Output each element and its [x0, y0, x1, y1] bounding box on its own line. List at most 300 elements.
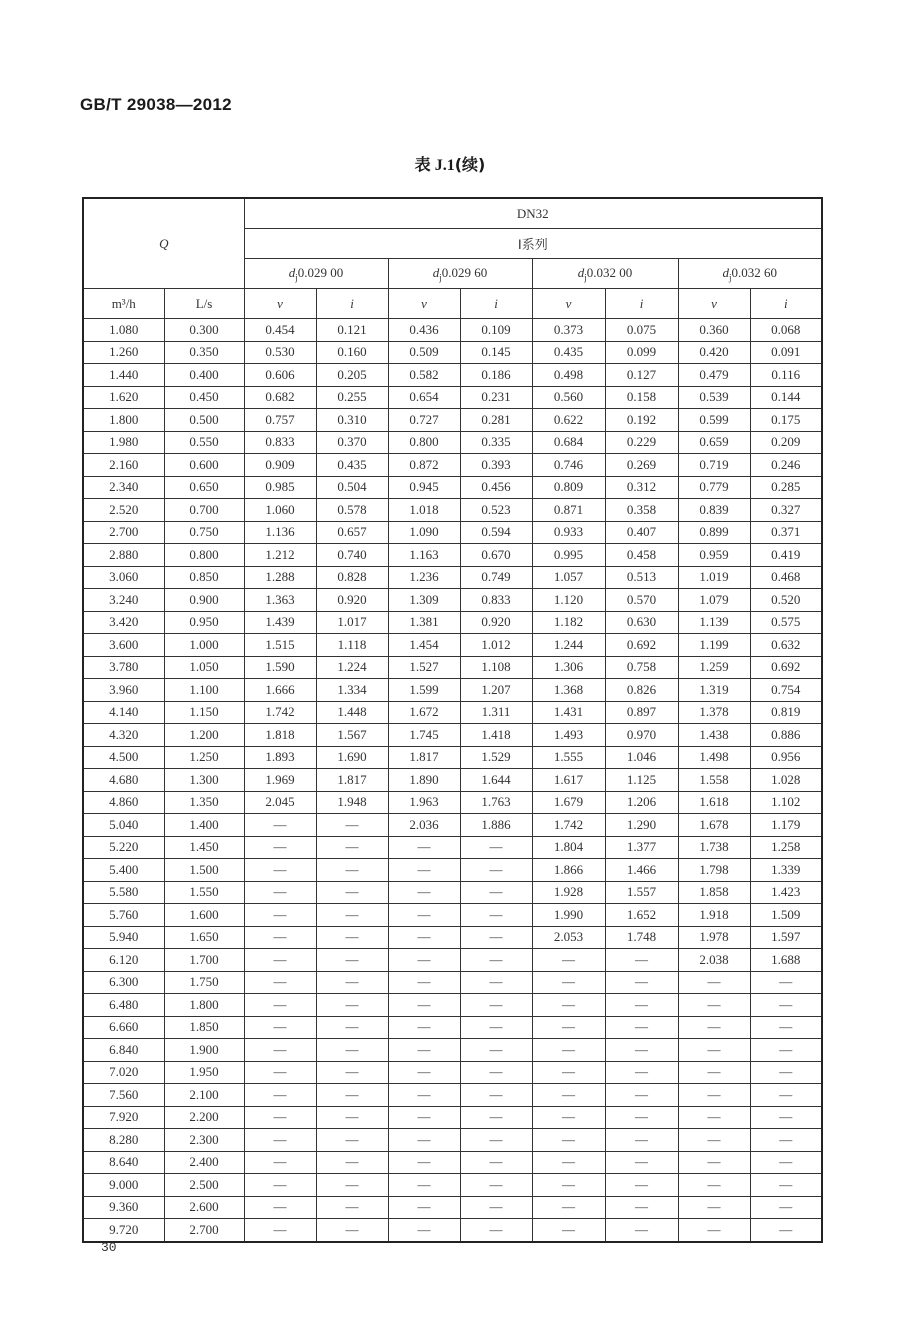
diameter-subscript: j	[439, 272, 442, 283]
table-cell: —	[244, 814, 316, 837]
table-cell: —	[750, 1174, 822, 1197]
table-cell: 0.145	[460, 341, 532, 364]
table-cell: —	[678, 1016, 750, 1039]
table-cell: —	[750, 994, 822, 1017]
table-cell: —	[750, 971, 822, 994]
table-cell: 0.158	[605, 386, 678, 409]
table-cell: —	[605, 1039, 678, 1062]
table-row	[83, 1151, 822, 1174]
table-cell: 0.192	[605, 409, 678, 432]
table-cell: 1.260	[83, 341, 164, 364]
table-cell: 0.246	[750, 454, 822, 477]
diameter-header	[244, 259, 388, 289]
table-cell: —	[460, 949, 532, 972]
table-cell: —	[460, 1039, 532, 1062]
table-cell: —	[460, 1084, 532, 1107]
table-cell: —	[460, 904, 532, 927]
table-cell: 1.690	[316, 746, 388, 769]
table-cell: —	[605, 994, 678, 1017]
table-cell: 1.738	[678, 836, 750, 859]
table-cell: —	[316, 881, 388, 904]
table-cell: 1.742	[244, 701, 316, 724]
table-cell: —	[678, 1106, 750, 1129]
table-cell: 1.334	[316, 679, 388, 702]
diameter-subscript: j	[295, 272, 298, 283]
table-cell: 1.150	[164, 701, 244, 724]
table-cell: 1.224	[316, 656, 388, 679]
table-cell: 1.125	[605, 769, 678, 792]
table-cell: 0.127	[605, 364, 678, 387]
table-row	[83, 1219, 822, 1242]
table-cell: 0.099	[605, 341, 678, 364]
table-cell: 1.207	[460, 679, 532, 702]
table-cell: 0.600	[164, 454, 244, 477]
table-cell: 0.956	[750, 746, 822, 769]
table-cell: 1.672	[388, 701, 460, 724]
table-cell: 1.288	[244, 566, 316, 589]
table-cell: 1.600	[164, 904, 244, 927]
table-cell: 9.720	[83, 1219, 164, 1242]
table-cell: 1.890	[388, 769, 460, 792]
table-cell: —	[244, 1196, 316, 1219]
table-cell: 1.700	[164, 949, 244, 972]
table-cell: 1.800	[83, 409, 164, 432]
diameter-symbol: d	[432, 264, 440, 280]
table-cell: 0.933	[532, 521, 605, 544]
table-cell: 1.440	[83, 364, 164, 387]
table-cell: 1.850	[164, 1016, 244, 1039]
table-cell: —	[388, 1151, 460, 1174]
table-row	[83, 926, 822, 949]
table-cell: —	[532, 994, 605, 1017]
table-cell: 5.940	[83, 926, 164, 949]
table-cell: 1.644	[460, 769, 532, 792]
table-cell: 0.692	[750, 656, 822, 679]
table-cell: 1.980	[83, 431, 164, 454]
table-cell: —	[388, 949, 460, 972]
table-cell: 4.680	[83, 769, 164, 792]
table-cell: 1.418	[460, 724, 532, 747]
table-cell: 2.038	[678, 949, 750, 972]
diameter-header	[532, 259, 678, 289]
table-cell: 1.866	[532, 859, 605, 882]
table-cell: 0.650	[164, 476, 244, 499]
table-cell: —	[750, 1219, 822, 1242]
diameter-symbol: d	[722, 264, 730, 280]
table-cell: 1.529	[460, 746, 532, 769]
table-cell: 2.053	[532, 926, 605, 949]
table-cell: —	[460, 971, 532, 994]
table-cell: 0.809	[532, 476, 605, 499]
table-cell: —	[605, 971, 678, 994]
table-cell: —	[532, 1219, 605, 1242]
table-cell: 1.818	[244, 724, 316, 747]
table-cell: —	[388, 859, 460, 882]
table-cell: 0.523	[460, 499, 532, 522]
table-cell: 1.886	[460, 814, 532, 837]
table-cell: —	[605, 1016, 678, 1039]
table-cell: 0.327	[750, 499, 822, 522]
table-cell: —	[316, 1016, 388, 1039]
unit-header-m3h: m³/h	[83, 289, 164, 319]
table-row	[83, 544, 822, 567]
table-cell: 0.800	[388, 431, 460, 454]
table-cell: —	[316, 859, 388, 882]
table-cell: —	[316, 1039, 388, 1062]
table-cell: 1.498	[678, 746, 750, 769]
table-cell: 0.920	[460, 611, 532, 634]
table-cell: 1.800	[164, 994, 244, 1017]
table-cell: 0.800	[164, 544, 244, 567]
diameter-value: 0.029 60	[441, 264, 488, 280]
table-cell: 0.754	[750, 679, 822, 702]
table-cell: —	[460, 881, 532, 904]
table-cell: 1.290	[605, 814, 678, 837]
table-cell: 0.231	[460, 386, 532, 409]
table-cell: 1.259	[678, 656, 750, 679]
table-cell: 1.969	[244, 769, 316, 792]
table-cell: —	[460, 926, 532, 949]
table-row	[83, 611, 822, 634]
table-cell: —	[532, 1129, 605, 1152]
table-cell: —	[532, 1174, 605, 1197]
table-cell: 0.985	[244, 476, 316, 499]
table-cell: —	[388, 1016, 460, 1039]
table-cell: 0.727	[388, 409, 460, 432]
table-cell: 4.860	[83, 791, 164, 814]
table-title-prefix: 表	[414, 155, 431, 174]
table-cell: —	[388, 1129, 460, 1152]
table-cell: —	[460, 1219, 532, 1242]
table-cell: —	[388, 1219, 460, 1242]
table-cell: 0.833	[244, 431, 316, 454]
table-cell: —	[750, 1129, 822, 1152]
table-cell: 1.550	[164, 881, 244, 904]
table-cell: 4.320	[83, 724, 164, 747]
table-cell: —	[460, 1151, 532, 1174]
table-cell: —	[750, 1151, 822, 1174]
table-cell: 0.657	[316, 521, 388, 544]
table-cell: —	[605, 1151, 678, 1174]
table-cell: —	[244, 1084, 316, 1107]
table-cell: —	[388, 1084, 460, 1107]
table-cell: 0.350	[164, 341, 244, 364]
table-cell: —	[388, 1039, 460, 1062]
table-cell: 1.750	[164, 971, 244, 994]
table-cell: 0.659	[678, 431, 750, 454]
table-row	[83, 476, 822, 499]
table-cell: 1.928	[532, 881, 605, 904]
table-cell: 0.407	[605, 521, 678, 544]
table-cell: —	[244, 904, 316, 927]
table-row	[83, 431, 822, 454]
table-cell: 0.310	[316, 409, 388, 432]
table-cell: 0.504	[316, 476, 388, 499]
table-cell: 1.858	[678, 881, 750, 904]
unit-header-velocity: v	[678, 289, 750, 319]
table-cell: 7.560	[83, 1084, 164, 1107]
table-cell: 1.590	[244, 656, 316, 679]
table-cell: 0.606	[244, 364, 316, 387]
table-row	[83, 701, 822, 724]
table-cell: 2.520	[83, 499, 164, 522]
table-cell: 0.420	[678, 341, 750, 364]
table-cell: 1.300	[164, 769, 244, 792]
table-cell: —	[460, 1106, 532, 1129]
table-cell: 2.100	[164, 1084, 244, 1107]
table-cell: 1.363	[244, 589, 316, 612]
table-cell: 1.688	[750, 949, 822, 972]
table-row	[83, 724, 822, 747]
table-cell: —	[532, 1039, 605, 1062]
table-cell: 0.950	[164, 611, 244, 634]
table-cell: —	[316, 1196, 388, 1219]
table-cell: 0.740	[316, 544, 388, 567]
table-cell: —	[388, 881, 460, 904]
q-header: Q	[83, 198, 244, 289]
table-cell: 2.600	[164, 1196, 244, 1219]
table-cell: —	[388, 1106, 460, 1129]
table-cell: —	[750, 1061, 822, 1084]
table-cell: 5.400	[83, 859, 164, 882]
table-cell: —	[244, 1174, 316, 1197]
table-cell: 1.309	[388, 589, 460, 612]
table-cell: 3.420	[83, 611, 164, 634]
table-cell: 1.163	[388, 544, 460, 567]
table-cell: —	[316, 1219, 388, 1242]
table-title-suffix: (续)	[454, 155, 486, 174]
table-cell: 1.900	[164, 1039, 244, 1062]
table-cell: —	[605, 1129, 678, 1152]
table-cell: 1.199	[678, 634, 750, 657]
table-cell: 0.312	[605, 476, 678, 499]
table-cell: 2.160	[83, 454, 164, 477]
table-cell: 1.652	[605, 904, 678, 927]
table-cell: 4.500	[83, 746, 164, 769]
table-cell: 0.400	[164, 364, 244, 387]
table-cell: 0.285	[750, 476, 822, 499]
table-cell: 0.393	[460, 454, 532, 477]
table-cell: 2.340	[83, 476, 164, 499]
table-cell: 1.817	[388, 746, 460, 769]
table-row	[83, 836, 822, 859]
table-cell: 0.435	[532, 341, 605, 364]
table-cell: —	[678, 1219, 750, 1242]
table-cell: 1.368	[532, 679, 605, 702]
table-cell: 3.600	[83, 634, 164, 657]
table-cell: 2.200	[164, 1106, 244, 1129]
table-cell: —	[678, 1061, 750, 1084]
table-cell: 0.826	[605, 679, 678, 702]
table-cell: 6.840	[83, 1039, 164, 1062]
table-cell: 6.120	[83, 949, 164, 972]
diameter-symbol: d	[288, 264, 296, 280]
table-cell: —	[244, 949, 316, 972]
table-cell: —	[605, 1219, 678, 1242]
table-cell: —	[678, 1129, 750, 1152]
table-cell: 5.580	[83, 881, 164, 904]
table-row	[83, 1174, 822, 1197]
table-cell: 1.679	[532, 791, 605, 814]
table-cell: 1.090	[388, 521, 460, 544]
table-cell: 0.779	[678, 476, 750, 499]
table-cell: 1.431	[532, 701, 605, 724]
table-cell: 0.300	[164, 319, 244, 342]
table-row	[83, 994, 822, 1017]
table-cell: 0.500	[164, 409, 244, 432]
table-cell: 0.205	[316, 364, 388, 387]
table-cell: —	[244, 881, 316, 904]
table-cell: —	[388, 994, 460, 1017]
table-cell: —	[316, 904, 388, 927]
table-cell: 3.780	[83, 656, 164, 679]
table-cell: 1.182	[532, 611, 605, 634]
table-cell: 0.419	[750, 544, 822, 567]
table-cell: 9.000	[83, 1174, 164, 1197]
table-row	[83, 341, 822, 364]
table-cell: —	[532, 949, 605, 972]
table-cell: 1.804	[532, 836, 605, 859]
table-cell: —	[532, 1061, 605, 1084]
table-cell: 0.945	[388, 476, 460, 499]
table-cell: 1.448	[316, 701, 388, 724]
table-cell: 0.269	[605, 454, 678, 477]
table-cell: —	[532, 1196, 605, 1219]
table-cell: 4.140	[83, 701, 164, 724]
diameter-symbol: d	[577, 264, 585, 280]
table-cell: 1.120	[532, 589, 605, 612]
table-cell: 1.028	[750, 769, 822, 792]
page-number: 30	[101, 1240, 117, 1255]
table-cell: 1.244	[532, 634, 605, 657]
table-cell: 1.339	[750, 859, 822, 882]
table-cell: 1.350	[164, 791, 244, 814]
unit-header-gradient: i	[316, 289, 388, 319]
table-cell: 1.118	[316, 634, 388, 657]
table-cell: —	[388, 971, 460, 994]
unit-header-velocity: v	[388, 289, 460, 319]
table-row	[83, 499, 822, 522]
table-cell: 1.599	[388, 679, 460, 702]
table-cell: 1.950	[164, 1061, 244, 1084]
table-cell: 1.012	[460, 634, 532, 657]
unit-header-gradient: i	[750, 289, 822, 319]
table-cell: 0.358	[605, 499, 678, 522]
table-cell: —	[678, 971, 750, 994]
table-cell: 3.240	[83, 589, 164, 612]
unit-header-gradient: i	[605, 289, 678, 319]
table-cell: 0.582	[388, 364, 460, 387]
table-cell: 1.450	[164, 836, 244, 859]
table-cell: 0.850	[164, 566, 244, 589]
table-cell: 0.684	[532, 431, 605, 454]
table-cell: 1.017	[316, 611, 388, 634]
table-row	[83, 1196, 822, 1219]
table-cell: 0.909	[244, 454, 316, 477]
table-row	[83, 746, 822, 769]
table-cell: 1.509	[750, 904, 822, 927]
table-cell: —	[605, 1174, 678, 1197]
table-cell: 0.900	[164, 589, 244, 612]
table-row	[83, 521, 822, 544]
table-cell: 0.539	[678, 386, 750, 409]
table-cell: 0.068	[750, 319, 822, 342]
table-cell: —	[316, 1106, 388, 1129]
table-cell: 0.828	[316, 566, 388, 589]
table-cell: —	[244, 1129, 316, 1152]
table-cell: 2.300	[164, 1129, 244, 1152]
diameter-value: 0.029 00	[297, 264, 344, 280]
table-cell: —	[678, 1196, 750, 1219]
table-cell: 0.550	[164, 431, 244, 454]
table-cell: 2.500	[164, 1174, 244, 1197]
table-cell: 0.456	[460, 476, 532, 499]
table-cell: 3.060	[83, 566, 164, 589]
table-cell: 8.640	[83, 1151, 164, 1174]
table-row	[83, 904, 822, 927]
table-cell: 1.650	[164, 926, 244, 949]
table-row	[83, 454, 822, 477]
table-cell: 0.578	[316, 499, 388, 522]
table-row	[83, 386, 822, 409]
unit-header-ls: L/s	[164, 289, 244, 319]
table-cell: —	[460, 1129, 532, 1152]
table-row	[83, 859, 822, 882]
table-cell: —	[750, 1039, 822, 1062]
table-cell: 1.250	[164, 746, 244, 769]
table-cell: 0.839	[678, 499, 750, 522]
table-cell: 1.136	[244, 521, 316, 544]
table-cell: —	[460, 994, 532, 1017]
table-cell: 2.400	[164, 1151, 244, 1174]
table-cell: 1.500	[164, 859, 244, 882]
table-cell: 7.920	[83, 1106, 164, 1129]
table-cell: 1.948	[316, 791, 388, 814]
table-cell: 0.509	[388, 341, 460, 364]
table-cell: 1.060	[244, 499, 316, 522]
table-cell: 1.557	[605, 881, 678, 904]
table-cell: —	[532, 971, 605, 994]
table-cell: 2.700	[83, 521, 164, 544]
unit-header-gradient: i	[460, 289, 532, 319]
table-row	[83, 589, 822, 612]
table-cell: 0.255	[316, 386, 388, 409]
table-cell: 1.893	[244, 746, 316, 769]
table-cell: 1.466	[605, 859, 678, 882]
table-cell: 8.280	[83, 1129, 164, 1152]
table-cell: 1.678	[678, 814, 750, 837]
table-cell: 0.594	[460, 521, 532, 544]
table-cell: 0.630	[605, 611, 678, 634]
table-cell: 0.632	[750, 634, 822, 657]
table-cell: 0.560	[532, 386, 605, 409]
table-cell: 0.899	[678, 521, 750, 544]
table-cell: 0.281	[460, 409, 532, 432]
table-row	[83, 1106, 822, 1129]
diameter-subscript: j	[584, 272, 587, 283]
table-cell: —	[244, 836, 316, 859]
table-cell: 1.000	[164, 634, 244, 657]
table-cell: 0.719	[678, 454, 750, 477]
table-cell: 0.622	[532, 409, 605, 432]
table-cell: 5.040	[83, 814, 164, 837]
table-cell: 1.102	[750, 791, 822, 814]
table-cell: 0.144	[750, 386, 822, 409]
table-cell: 2.045	[244, 791, 316, 814]
table-cell: 0.109	[460, 319, 532, 342]
table-cell: 1.978	[678, 926, 750, 949]
table-cell: —	[460, 836, 532, 859]
